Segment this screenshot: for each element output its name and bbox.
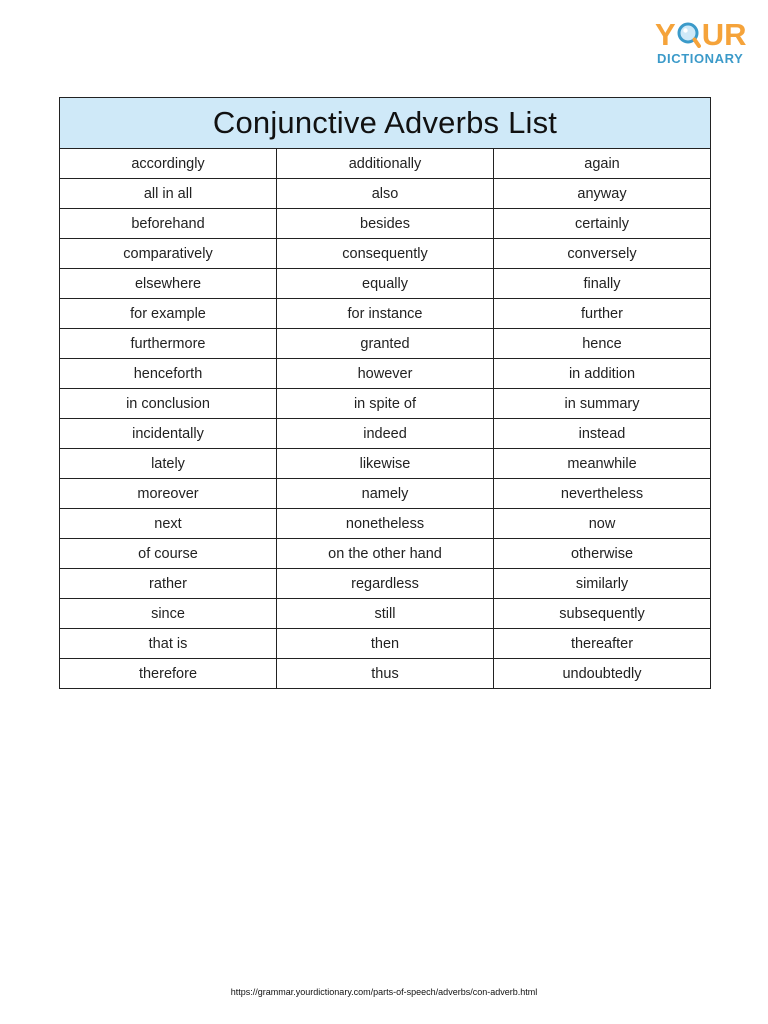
table-row [60, 329, 711, 359]
table-cell: in addition [494, 359, 711, 389]
table-row [60, 299, 711, 329]
table-cell: for instance [277, 299, 494, 329]
table-cell: certainly [494, 209, 711, 239]
table-row [60, 569, 711, 599]
table-cell: likewise [277, 449, 494, 479]
table-cell: thus [277, 659, 494, 689]
table-cell: still [277, 599, 494, 629]
table-row [60, 509, 711, 539]
table-cell: elsewhere [60, 269, 277, 299]
conjunctive-adverbs-table [59, 97, 711, 689]
table-cell: in summary [494, 389, 711, 419]
logo-letter-y: Y [655, 17, 676, 52]
table-cell: subsequently [494, 599, 711, 629]
logo-wordmark-top [655, 18, 746, 52]
table-cell: finally [494, 269, 711, 299]
table-cell: otherwise [494, 539, 711, 569]
table-cell: additionally [277, 149, 494, 179]
table-cell: accordingly [60, 149, 277, 179]
table-cell: since [60, 599, 277, 629]
table-cell: conversely [494, 239, 711, 269]
table-cell: in conclusion [60, 389, 277, 419]
table-cell: then [277, 629, 494, 659]
table-row [60, 179, 711, 209]
table-cell: namely [277, 479, 494, 509]
table-cell: besides [277, 209, 494, 239]
table-row [60, 149, 711, 179]
table-cell: lately [60, 449, 277, 479]
table-row [60, 539, 711, 569]
yourdictionary-logo[interactable] [655, 18, 750, 68]
table-row [60, 419, 711, 449]
table-row [60, 239, 711, 269]
table-cell: on the other hand [277, 539, 494, 569]
table-row [60, 599, 711, 629]
table-cell: henceforth [60, 359, 277, 389]
table-cell: instead [494, 419, 711, 449]
table-cell: furthermore [60, 329, 277, 359]
table-cell: indeed [277, 419, 494, 449]
table-cell: that is [60, 629, 277, 659]
table-cell: however [277, 359, 494, 389]
table-row [60, 449, 711, 479]
table-cell: all in all [60, 179, 277, 209]
table-row [60, 389, 711, 419]
table-cell: of course [60, 539, 277, 569]
table-cell: regardless [277, 569, 494, 599]
table-cell: beforehand [60, 209, 277, 239]
table-row [60, 359, 711, 389]
logo-wordmark-bottom: DICTIONARY [657, 51, 744, 66]
table-cell: moreover [60, 479, 277, 509]
table-cell: also [277, 179, 494, 209]
table-cell: therefore [60, 659, 277, 689]
table-row [60, 269, 711, 299]
table-cell: now [494, 509, 711, 539]
table-cell: rather [60, 569, 277, 599]
logo-letters-ur: UR [701, 17, 747, 52]
table-cell: nevertheless [494, 479, 711, 509]
table-cell: equally [277, 269, 494, 299]
table-cell: consequently [277, 239, 494, 269]
table-cell: undoubtedly [494, 659, 711, 689]
table-cell: nonetheless [277, 509, 494, 539]
table-title: Conjunctive Adverbs List [60, 98, 711, 149]
table-cell: similarly [494, 569, 711, 599]
table-cell: next [60, 509, 277, 539]
table-cell: again [494, 149, 711, 179]
magnifier-icon [677, 22, 701, 48]
table-body [60, 149, 711, 689]
table-cell: granted [277, 329, 494, 359]
table-row [60, 209, 711, 239]
table-cell: incidentally [60, 419, 277, 449]
table-cell: meanwhile [494, 449, 711, 479]
table-row [60, 659, 711, 689]
table-cell: thereafter [494, 629, 711, 659]
table-cell: further [494, 299, 711, 329]
table-row [60, 479, 711, 509]
source-url[interactable]: https://grammar.yourdictionary.com/parts-of-speech/adverbs/con-adverb.html [230, 987, 538, 997]
table-cell: for example [60, 299, 277, 329]
table-cell: hence [494, 329, 711, 359]
table-cell: in spite of [277, 389, 494, 419]
table-row [60, 629, 711, 659]
table-cell: comparatively [60, 239, 277, 269]
table-cell: anyway [494, 179, 711, 209]
